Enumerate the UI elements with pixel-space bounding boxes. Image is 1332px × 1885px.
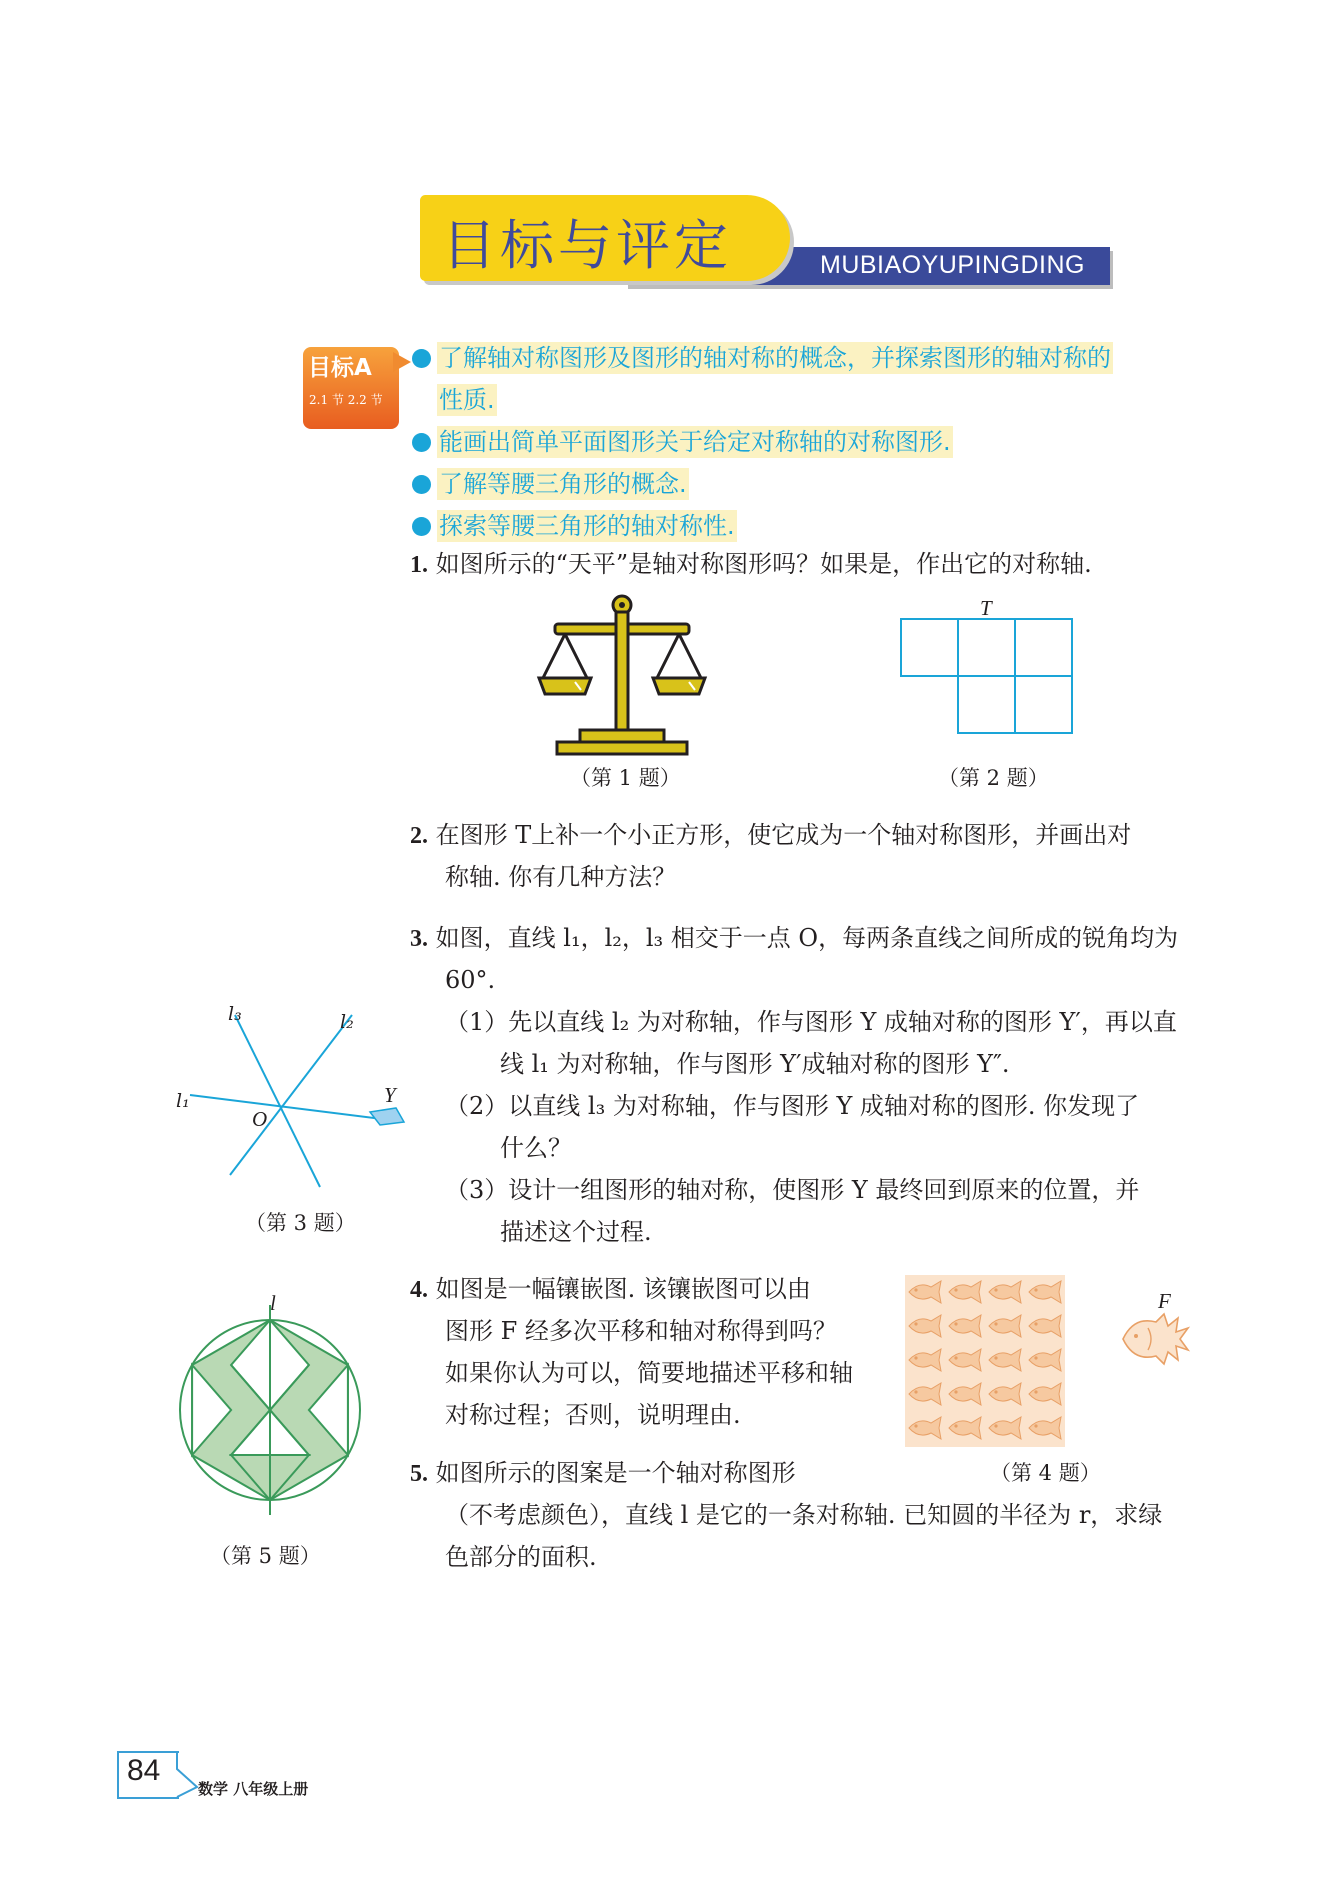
fig3-label-l3: l₃ — [228, 1003, 242, 1025]
bullet-icon — [412, 433, 431, 452]
fish-shape-f — [1120, 1310, 1192, 1368]
target-badge-title: 目标A — [308, 355, 372, 381]
target-badge-tail — [393, 352, 411, 372]
question-1: 1. 如图所示的“天平”是轴对称图形吗？如果是，作出它的对称轴. — [410, 550, 1092, 578]
caption-3: （第 3 题） — [245, 1211, 356, 1235]
fig5-label-l: l — [270, 1291, 276, 1315]
bullet-icon — [412, 517, 431, 536]
objective-1-cont: 性质. — [439, 386, 495, 414]
fig3-label-o: O — [252, 1107, 268, 1131]
question-3: 3. 如图，直线 l₁，l₂，l₃ 相交于一点 O，每两条直线之间所成的锐角均为 — [410, 924, 1179, 952]
question-3-part1-cont: 线 l₁ 为对称轴，作与图形 Y′成轴对称的图形 Y″. — [500, 1050, 1010, 1078]
question-4-line3: 如果你认为可以，简要地描述平移和轴 — [445, 1359, 853, 1387]
caption-5: （第 5 题） — [210, 1544, 321, 1568]
question-2-cont: 称轴. 你有几种方法？ — [445, 863, 677, 891]
objective-2: 能画出简单平面图形关于给定对称轴的对称图形. — [412, 422, 953, 457]
circle-pattern-figure — [170, 1300, 370, 1520]
fig2-label: T — [980, 596, 992, 620]
bullet-icon — [412, 349, 431, 368]
question-3-part3: （3）设计一组图形的轴对称，使图形 Y 最终回到原来的位置，并 — [445, 1176, 1140, 1204]
question-5: 5. 如图所示的图案是一个轴对称图形 — [410, 1459, 796, 1487]
caption-4: （第 4 题） — [990, 1461, 1101, 1485]
footer-book-title: 数学 八年级上册 — [198, 1780, 309, 1798]
tessellation-figure — [905, 1275, 1065, 1447]
question-3-part3-cont: 描述这个过程. — [500, 1218, 652, 1246]
page-title: 目标与评定 — [442, 214, 732, 277]
question-3-line2: 60°. — [445, 966, 496, 994]
fig4-label-f: F — [1158, 1289, 1171, 1313]
objective-1: 了解轴对称图形及图形的轴对称的概念，并探索图形的轴对称的 — [412, 338, 1113, 373]
question-2: 2. 在图形 T上补一个小正方形，使它成为一个轴对称图形，并画出对 — [410, 821, 1132, 849]
question-3-part2-cont: 什么？ — [500, 1134, 572, 1162]
balance-figure — [535, 590, 715, 760]
question-3-part1: （1）先以直线 l₂ 为对称轴，作与图形 Y 成轴对称的图形 Y′，再以直 — [445, 1008, 1177, 1036]
question-5-line3: 色部分的面积. — [445, 1543, 597, 1571]
target-badge-sections: 2.1 节 2.2 节 — [309, 393, 383, 407]
fig3-label-l2: l₂ — [340, 1011, 354, 1033]
page-number: 84 — [127, 1754, 161, 1787]
bullet-icon — [412, 475, 431, 494]
banner-subtitle: MUBIAOYUPINGDING — [820, 251, 1085, 279]
question-4-line2: 图形 F 经多次平移和轴对称得到吗？ — [445, 1317, 837, 1345]
question-3-part2: （2）以直线 l₃ 为对称轴，作与图形 Y 成轴对称的图形. 你发现了 — [445, 1092, 1140, 1120]
question-5-line2: （不考虑颜色），直线 l 是它的一条对称轴. 已知圆的半径为 r，求绿 — [445, 1501, 1163, 1529]
three-lines-figure — [170, 995, 410, 1195]
fig3-label-y: Y — [384, 1083, 396, 1107]
shape-t-figure — [900, 618, 1076, 740]
caption-2: （第 2 题） — [938, 766, 1049, 790]
caption-1: （第 1 题） — [570, 766, 681, 790]
question-4-line4: 对称过程；否则，说明理由. — [445, 1401, 741, 1429]
objective-4: 探索等腰三角形的轴对称性. — [412, 506, 737, 541]
objective-3: 了解等腰三角形的概念. — [412, 464, 689, 499]
fig3-label-l1: l₁ — [176, 1090, 190, 1112]
question-4: 4. 如图是一幅镶嵌图. 该镶嵌图可以由 — [410, 1275, 811, 1303]
